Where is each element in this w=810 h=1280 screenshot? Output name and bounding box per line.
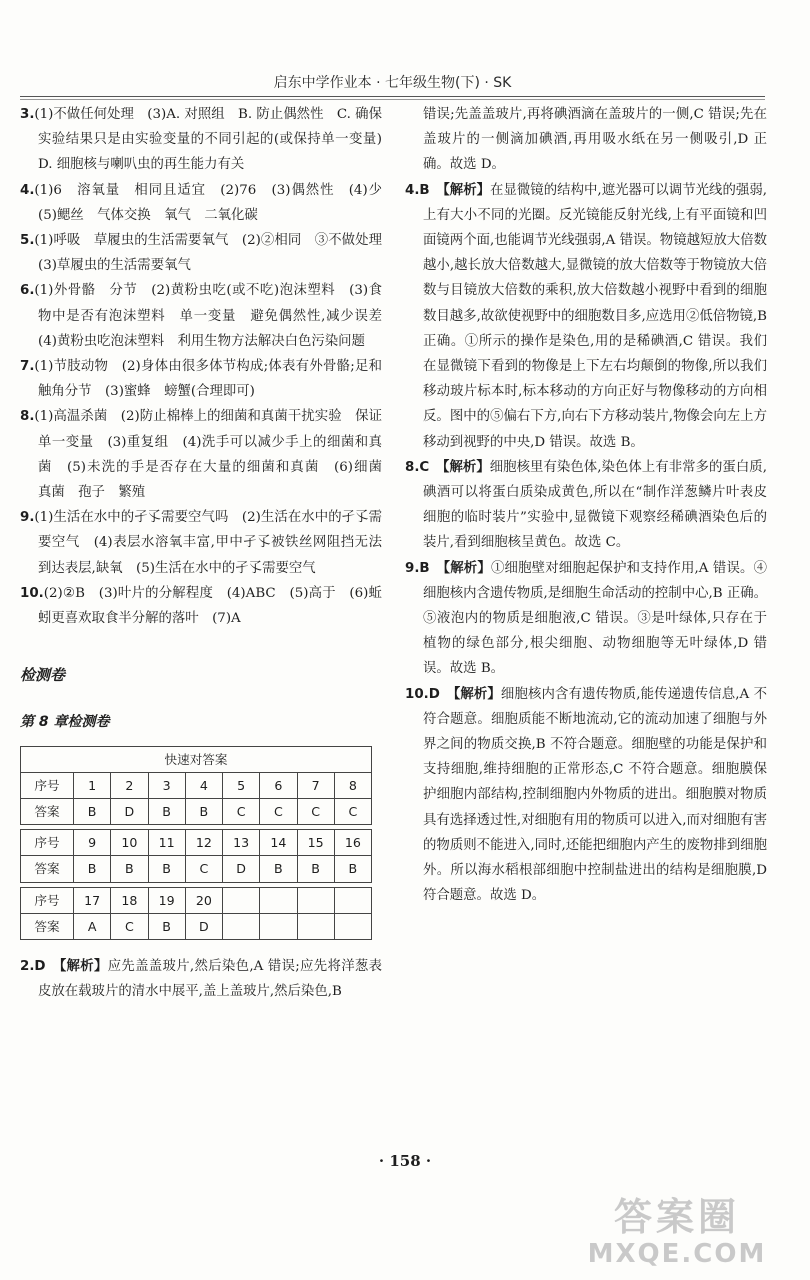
explanation-item-4: 4.B 【解析】在显微镜的结构中,遮光器可以调节光线的强弱,上有大小不同的光圈。反光镜能反射光线,上有平面镜和凹面镜两个面,也能调节光线强弱,A 错误。物镜越短放大倍数越小,越长放大倍数越大,显微镜的放大倍数等于物镜放大倍数与目镜放大倍数的乘积,放大倍数越小视野中看到的细胞数目越多,故欲使视野中的细胞数目多,应选用②低倍物镜,B 正确。①所示的操作是染色,用的是稀碘酒,C 错误。我们在显微镜下看到的物像是上下左右均颠倒的物像,所以我们移动玻片标本时,标本移动的方向正好与物像移动的方向相反。图中的⑤偏右下方,向右下方移动装片,物像会向左上方移动到视野的中央,D 错误。故选 B。 <box>405 182 767 450</box>
header-rule <box>20 96 765 100</box>
answer-item-6: 6.(1)外骨骼 分节 (2)黄粉虫吃(或不吃)泡沫塑料 (3)食物中是否有泡沫塑料 单一变量 避免偶然性,减少误差 (4)黄粉虫吃泡沫塑料 利用生物方法解决白色污染问题 <box>20 283 396 349</box>
quick-answer-table <box>20 746 372 940</box>
watermark-top: 答案圈 <box>613 1195 740 1239</box>
explanation-item-9: 9.B 【解析】①细胞壁对细胞起保护和支持作用,A 错误。④细胞核内含遗传物质,是细胞生命活动的控制中心,B 正确。⑤液泡内的物质是细胞液,C 错误。③是叶绿体,只存在于植物的绿色部分,根尖细胞、动物细胞等无叶绿体,D 错误。故选 B。 <box>405 560 767 677</box>
chapter-test-title: 第 8 章检测卷 <box>20 714 110 731</box>
answer-item-10: 10.(2)②B (3)叶片的分解程度 (4)ABC (5)高于 (6)蚯蚓更喜欢取食半分解的落叶 (7)A <box>20 585 382 627</box>
explanation-item-8: 8.C 【解析】细胞核里有染色体,染色体上有非常多的蛋白质,碘酒可以将蛋白质染成黄色,所以在“制作洋葱鳞片叶表皮细胞的临时装片”实验中,显微镜下观察经稀碘酒染色后的装片,看到细胞核呈黄色。故选 C。 <box>405 459 767 551</box>
explanation-continuation: 错误;先盖盖玻片,再将碘酒滴在盖玻片的一侧,C 错误;先在盖玻片的一侧滴加碘酒,再用吸水纸在另一侧吸引,D 正确。故选 D。 <box>423 107 767 173</box>
left-column <box>20 102 396 1005</box>
right-column <box>405 102 767 909</box>
watermark-logo <box>562 1195 792 1275</box>
table-title: 快速对答案 <box>21 746 372 772</box>
explanation-item-10: 10.D 【解析】细胞核内含有遗传物质,能传递遗传信息,A 不符合题意。细胞质能不断地流动,它的流动加速了细胞与外界之间的物质交换,B 不符合题意。细胞壁的功能是保护和支持细胞,维持细胞的正常形态,C 不符合题意。细胞膜保护细胞内部结构,控制细胞内外物质的进出。细胞膜对物质具有选择透过性,对细胞有用的物质可以进入,而对细胞有害的物质则不能进入,同时,还能把细胞内产生的废物排到细胞外。所以海水稻根部细胞中控制盐进出的结构是细胞膜,D 符合题意。故选 D。 <box>405 686 767 904</box>
table-row: 序号 17 18 19 20 <box>21 887 372 913</box>
explanation-item-2: 2.D 【解析】应先盖盖玻片,然后染色,A 错误;应先将洋葱表皮放在载玻片的清水中展平,盖上盖玻片,然后染色,B <box>20 959 383 1000</box>
table-row: 序号 1 2 3 4 5 6 7 8 <box>21 772 372 798</box>
table-row: 答案 B B B C D B B B <box>21 856 372 882</box>
answer-item-4: 4.(1)6 溶氧量 相同且适宜 (2)76 (3)偶然性 (4)少 (5)鳃丝 气体交换 氧气 二氧化碳 <box>20 182 396 223</box>
section-title: 检测卷 <box>20 666 66 685</box>
answer-item-5: 5.(1)呼吸 草履虫的生活需要氧气 (2)②相同 ③不做处理 (3)草履虫的生活需要氧气 <box>20 233 396 274</box>
page-number: · 158 · <box>378 1152 432 1170</box>
table-row: 答案 B D B B C C C C <box>21 799 372 825</box>
page-header: 启东中学作业本 · 七年级生物(下) · SK <box>273 75 512 91</box>
answer-item-8: 8.(1)高温杀菌 (2)防止棉棒上的细菌和真菌干扰实验 保证单一变量 (3)重复组 (4)洗手可以减少手上的细菌和真菌 (5)未洗的手是否存在大量的细菌和真菌 (6)细菌 真菌 孢子 繁殖 <box>20 409 396 501</box>
answer-item-9: 9.(1)生活在水中的孑孓需要空气吗 (2)生活在水中的孑孓需要空气 (4)表层水溶氧丰富,甲中孑孓被铁丝网阻挡无法到达表层,缺氧 (5)生活在水中的孑孓需要空气 <box>20 510 382 576</box>
answer-item-7: 7.(1)节肢动物 (2)身体由很多体节构成;体表有外骨骼;足和触角分节 (3)蜜蜂 螃蟹(合理即可) <box>20 359 382 400</box>
answer-item-3: 3.(1)不做任何处理 (3)A. 对照组 B. 防止偶然性 C. 确保实验结果只是由实验变量的不同引起的(或保持单一变量) D. 细胞核与喇叭虫的再生能力有关 <box>20 107 396 173</box>
table-row: 答案 A C B D <box>21 913 372 939</box>
watermark-bottom: MXQE.COM <box>587 1239 767 1269</box>
table-row: 序号 9 10 11 12 13 14 15 16 <box>21 830 372 856</box>
